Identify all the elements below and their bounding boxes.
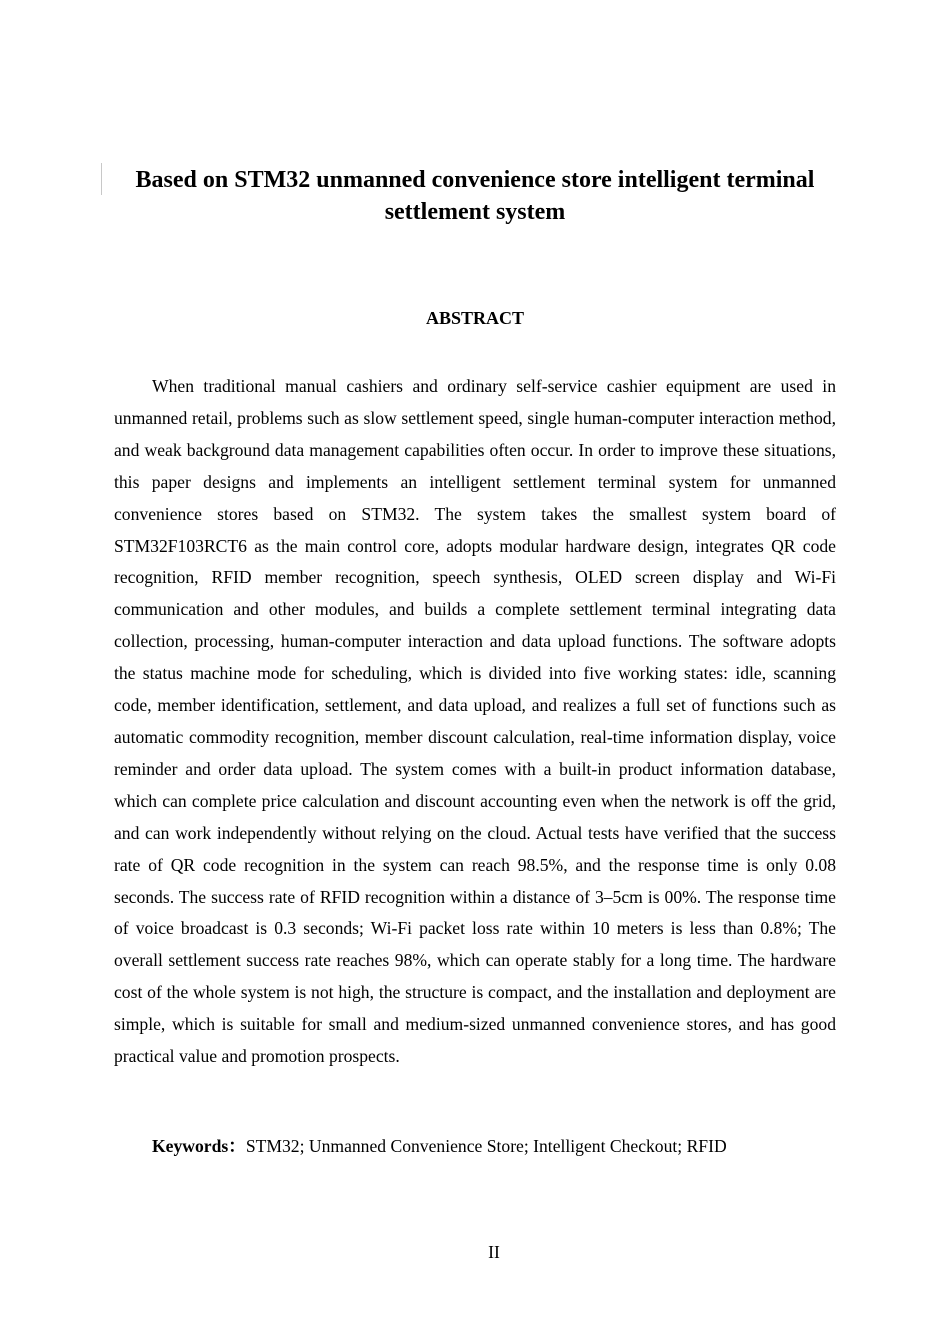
abstract-paragraph: When traditional manual cashiers and ordinary self-service cashier equipment are used in unmanned retail, problems such as slow settlement speed, single human-computer interaction method, and weak background data management capabilities often occur. In order to improve these situations, this paper designs and implements an intelligent settlement terminal system for unmanned convenience stores based on STM32. The system takes the smallest system board of STM32F103RCT6 as the main control core, adopts modular hardware design, integrates QR code recognition, RFID member recognition, speech synthesis, OLED screen display and Wi-Fi communication and other modules, and builds a complete settlement terminal integrating data collection, processing, human-computer interaction and data upload functions. The software adopts the status machine mode for scheduling, which is divided into five working states: idle, scanning code, member identification, settlement, and data upload, and realizes a full set of functions such as automatic commodity recognition, member discount calculation, real-time information display, voice reminder and order data upload. The system comes with a built-in product information database, which can complete price calculation and discount accounting even when the network is off the grid, and can work independently without relying on the cloud. Actual tests have verified that the success rate of QR code recognition in the system can reach 98.5%, and the response time is only 0.08 seconds. The success rate of RFID recognition within a distance of 3–5cm is 00%. The response time of voice broadcast is 0.3 seconds; Wi-Fi packet loss rate within 10 meters is less than 0.8%; The overall settlement success rate reaches 98%, which can operate stably for a long time. The hardware cost of the whole system is not high, the structure is compact, and the installation and deployment are simple, which is suitable for small and medium-sized unmanned convenience stores, and has good practical value and promotion prospects.	[114, 376, 836, 1067]
page-number: II	[488, 1242, 500, 1262]
keywords-line	[152, 1133, 852, 1159]
text-cursor-marker	[101, 163, 102, 195]
keywords-label: Keywords：	[152, 1136, 246, 1156]
keywords-text: STM32; Unmanned Convenience Store; Intelligent Checkout; RFID	[245, 1136, 727, 1156]
abstract-heading: ABSTRACT	[425, 308, 525, 328]
paper-title: Based on STM32 unmanned convenience store intelligent terminal settlement system	[135, 167, 815, 225]
